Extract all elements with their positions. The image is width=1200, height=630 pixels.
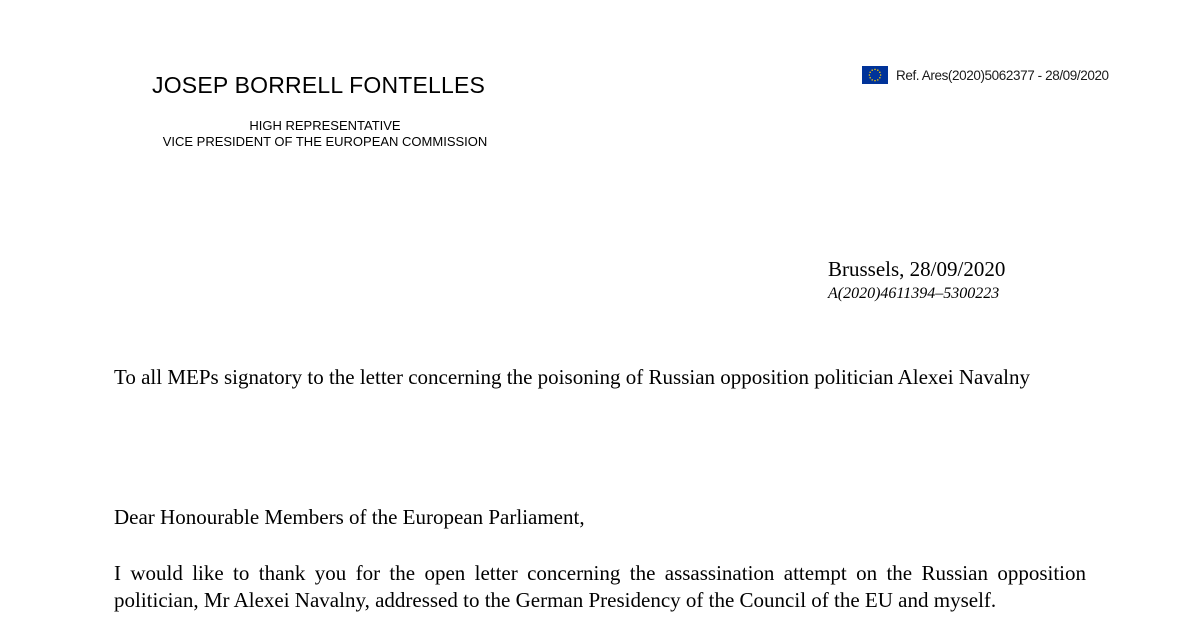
sender-name: JOSEP BORRELL FONTELLES xyxy=(152,72,486,98)
sender-title-line-2: VICE PRESIDENT OF THE EUROPEAN COMMISSION xyxy=(162,134,488,149)
eu-flag-star xyxy=(869,74,871,76)
addressee-line: To all MEPs signatory to the letter concerning the poisoning of Russian opposition politician Alexei Navalny xyxy=(114,365,1030,389)
registry-reference xyxy=(862,66,1109,84)
eu-flag-icon xyxy=(862,66,888,84)
eu-flag-star xyxy=(874,69,876,71)
eu-flag-star xyxy=(869,71,871,73)
eu-flag-star xyxy=(869,77,871,79)
sender-title-line-1: HIGH REPRESENTATIVE xyxy=(249,118,401,133)
eu-flag-star xyxy=(871,69,873,71)
eu-flag-star xyxy=(879,71,881,73)
body-paragraph: I would like to thank you for the open letter concerning the assassination attempt on the Russian opposition politician, Mr Alexei Navalny, addressed to the German Presidency of the Council of the EU and myself. xyxy=(114,561,1086,612)
eu-flag-star xyxy=(877,79,879,81)
document-reference-number: A(2020)4611394–5300223 xyxy=(828,285,1000,302)
eu-flag-star xyxy=(874,80,876,82)
salutation: Dear Honourable Members of the European Parliament, xyxy=(114,505,585,529)
eu-flag-star xyxy=(880,74,882,76)
eu-flag-star xyxy=(879,77,881,79)
place-and-date: Brussels, 28/09/2020 xyxy=(828,257,1006,281)
eu-flag-star xyxy=(871,79,873,81)
eu-flag-star xyxy=(877,69,879,71)
registry-reference-text: Ref. Ares(2020)5062377 - 28/09/2020 xyxy=(896,67,1109,83)
